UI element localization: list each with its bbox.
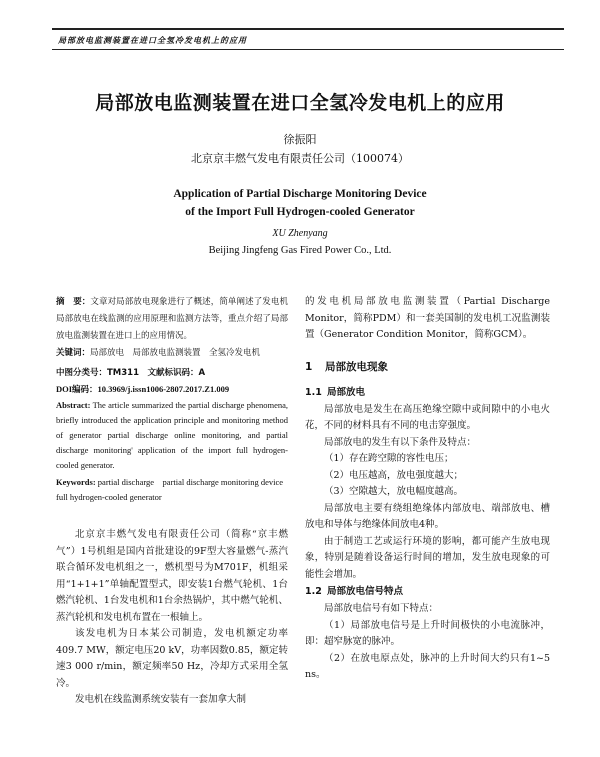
left-column: [56, 294, 292, 709]
paragraph: 由于制造工艺或运行环境的影响，都可能产生放电现象，特别是随着设备运行时间的增加，发生放电现象的可能性会增加。: [305, 535, 550, 580]
section-1-2-number: 1.2: [305, 586, 322, 597]
section-1-1-number: 1.1: [305, 386, 322, 398]
abstract-en-text: The article summarized the partial discharge phenomena, briefly introduced the application principle and monitoring method of generator partial discharge online monitoring, and partial discharge monitoring' application of the import full hydrogen-cooled generator.: [56, 400, 288, 470]
author-cn: 徐振阳: [283, 133, 317, 146]
keywords-en-label: Keywords:: [56, 477, 96, 487]
running-header: 局部放电监测装置在进口全氢冷发电机上的应用: [58, 35, 247, 45]
intro-body: [56, 527, 288, 709]
list-item: （1）存在跨空隙的容性电压；: [324, 453, 454, 464]
right-column: [305, 294, 550, 684]
classification-code: 中图分类号：TM311 文献标识码：A: [56, 368, 206, 378]
keywords-cn-label: 关键词：: [56, 348, 91, 358]
author-en: XU Zhenyang: [272, 228, 328, 239]
article-title-en: [0, 185, 600, 221]
section-1-2-title: 局部放电信号特点: [327, 586, 404, 597]
title-en-line1: Application of Partial Discharge Monitoring Device: [173, 188, 427, 200]
abstract-en: [56, 398, 288, 473]
abstract-en-label: Abstract:: [56, 400, 91, 410]
section-1-1-title: 局部放电: [327, 386, 366, 398]
list-item: （2）在放电原点处，脉冲的上升时间大约只有1~5 ns。: [305, 652, 550, 680]
abstract-cn-text: 文章对局部放电现象进行了概述，简单阐述了发电机局部放电在线监测的应用原理和监测方法等，重点介绍了局部放电监测装置在进口上的应用情况。: [56, 297, 288, 341]
section-1-2-body: [305, 601, 550, 684]
list-item: （1）局部放电信号是上升时间极快的小电流脉冲，即：超窄脉宽的脉冲。: [305, 619, 550, 647]
keywords-en: [56, 475, 292, 505]
section-1-number: 1: [305, 360, 313, 373]
affiliation-cn: 北京京丰燃气发电有限责任公司（100074）: [191, 152, 409, 165]
section-1-title: 局部放电现象: [325, 360, 388, 373]
intro-paragraph: 该发电机为日本某公司制造，发电机额定功率409.7 MW，额定电压20 kV，功率因数0.85，额定转速3 000 r/min，额定频率50 Hz，冷却方式采用全氢冷。: [56, 628, 288, 689]
intro-paragraph: 发电机在线监测系统安装有一套加拿大制: [75, 694, 247, 705]
abstract-cn-label: 摘 要：: [56, 297, 91, 307]
paragraph: 局部放电的发生有以下条件及特点：: [324, 436, 477, 448]
paragraph: 局部放电主要有绕组绝缘体内部放电、端部放电、槽放电和导体与绝缘体间放电4种。: [305, 502, 550, 530]
list-item: （2）电压越高，放电强度越大；: [324, 469, 464, 481]
keywords-cn: [56, 345, 288, 362]
paragraph: 局部放电信号有如下特点：: [324, 603, 439, 614]
doi: DOI编码：10.3969/j.issn1006-2807.2017.Z1.009: [56, 384, 230, 394]
list-item: （3）空隙越大，放电幅度越高。: [324, 486, 464, 497]
abstract-cn: [56, 294, 288, 345]
section-1-2-heading: [305, 583, 550, 601]
article-title-cn: 局部放电监测装置在进口全氢冷发电机上的应用: [95, 92, 505, 114]
header-rule-bottom: [52, 49, 564, 50]
section-1-heading: [305, 359, 550, 374]
keywords-en-text: partial discharge partial discharge monitoring device full hydrogen-cooled generator: [56, 477, 292, 502]
affiliation-en: Beijing Jingfeng Gas Fired Power Co., Ltd.: [208, 245, 392, 256]
title-en-line2: of the Import Full Hydrogen-cooled Generator: [185, 206, 415, 218]
header-rule-top: [52, 28, 564, 30]
section-1-1-heading: [305, 384, 550, 402]
intro-continued: 的发电机局部放电监测装置（Partial Discharge Monitor，简称PDM）和一套美国制的发电机工况监测装置（Generator Condition Monitor，简称GCM）。: [305, 296, 550, 340]
intro-paragraph: 北京京丰燃气发电有限责任公司（简称“京丰燃气”）1号机组是国内首批建设的9F型大容量燃气-蒸汽联合循环发电机组之一，燃机型号为M701F，机组采用“1+1+1”单轴配置型式，即安装1台燃气轮机、1台燃汽轮机、1台发电机和1台余热锅炉，其中燃气轮机、蒸汽轮机和发电机布置在一根轴上。: [56, 529, 288, 623]
section-1-1-body: [305, 402, 550, 584]
paragraph: 局部放电是发生在高压绝缘空隙中或间隙中的小电火花，不同的材料具有不同的电击穿强度。: [305, 403, 550, 431]
keywords-cn-text: 局部放电 局部放电监测装置 全氢冷发电机: [90, 348, 261, 358]
